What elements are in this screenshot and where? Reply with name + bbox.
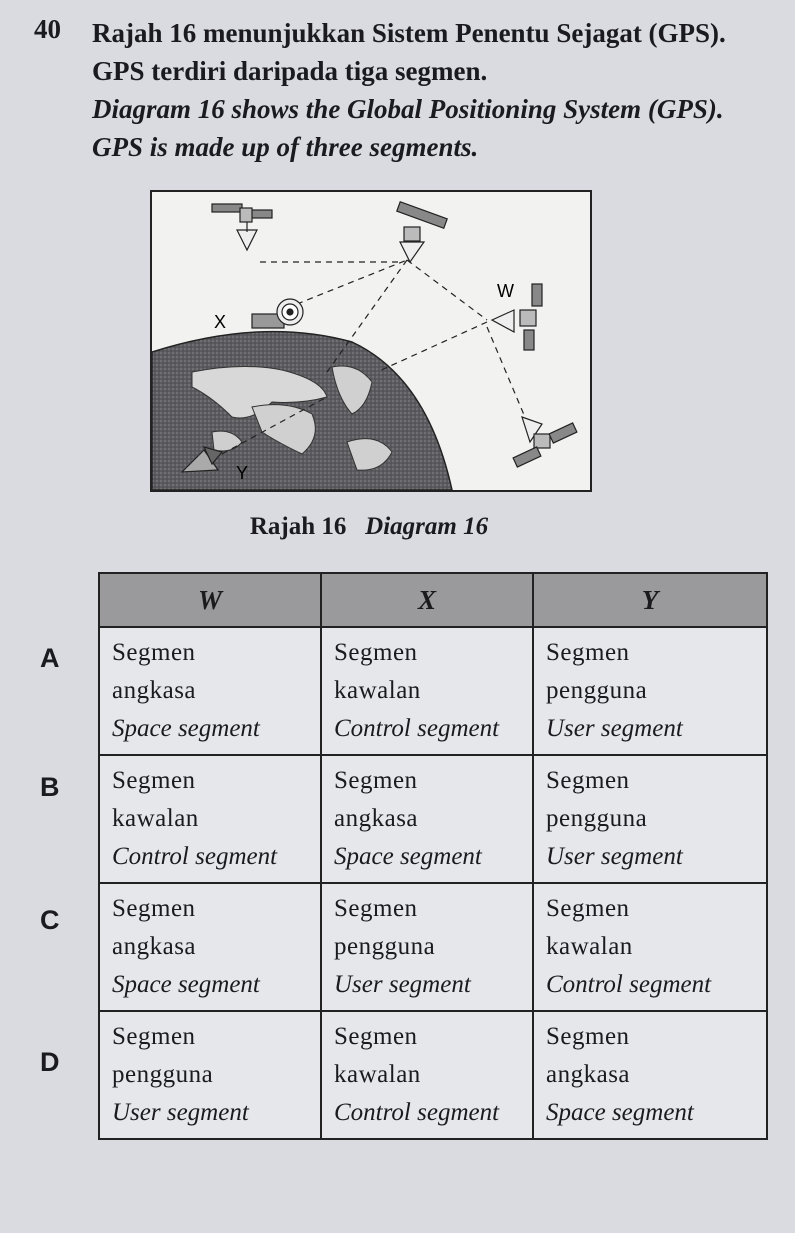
cell-line: kawalan [334,677,421,704]
table-cell [533,883,767,1011]
cell-line: Segmen [546,639,630,666]
control-station-x-icon [252,299,303,328]
header-x: X [321,573,533,627]
cell-line: pengguna [334,933,436,960]
option-letter-a[interactable]: A [40,643,60,673]
cell-line: kawalan [112,805,199,832]
cell-line: User segment [112,1099,249,1126]
cell-line: kawalan [334,1061,421,1088]
question-text-malay: Rajah 16 menunjukkan Sistem Penentu Sejagat (GPS). GPS terdiri daripada tiga segmen. [92,18,726,86]
cell-line: Space segment [334,843,482,870]
table-cell [99,627,321,755]
table-cell [321,627,533,755]
caption-english: Diagram 16 [365,513,489,540]
table-cell [99,755,321,883]
question-number: 40 [34,14,61,44]
option-row-d[interactable] [99,1011,767,1139]
cell-line: angkasa [112,933,197,960]
question-text [92,14,772,166]
cell-line: Segmen [546,1023,630,1050]
cell-line: Space segment [112,715,260,742]
option-row-c[interactable] [99,883,767,1011]
cell-line: Segmen [334,895,418,922]
cell-line: Segmen [112,1023,196,1050]
cell-line: User segment [334,971,471,998]
table-cell [533,1011,767,1139]
table-cell [321,1011,533,1139]
cell-line: angkasa [112,677,197,704]
header-y: Y [533,573,767,627]
cell-line: User segment [546,715,683,742]
satellite-icon [513,417,577,467]
cell-line: angkasa [334,805,419,832]
header-w: W [99,573,321,627]
cell-line: Control segment [546,971,712,998]
option-letter-d[interactable]: D [40,1047,60,1077]
cell-line: kawalan [546,933,633,960]
cell-line: angkasa [546,1061,631,1088]
cell-line: Segmen [112,767,196,794]
label-x: X [214,312,227,332]
cell-line: Segmen [112,895,196,922]
gps-diagram-illustration [152,192,590,490]
cell-line: Control segment [334,715,500,742]
diagram-caption [150,513,588,541]
cell-line: Control segment [334,1099,500,1126]
cell-line: User segment [546,843,683,870]
label-y: Y [236,463,249,483]
table-cell [321,755,533,883]
options-table [98,572,768,1140]
cell-line: Segmen [546,895,630,922]
table-cell [533,627,767,755]
table-cell [321,883,533,1011]
option-row-a[interactable] [99,627,767,755]
option-letter-b[interactable]: B [40,772,60,802]
table-cell [99,883,321,1011]
option-letter-c[interactable]: C [40,905,60,935]
cell-line: Segmen [334,639,418,666]
question-text-english: Diagram 16 shows the Global Positioning System (GPS). GPS is made up of three segments. [92,94,724,162]
option-row-b[interactable] [99,755,767,883]
cell-line: pengguna [546,677,648,704]
caption-malay: Rajah 16 [249,513,347,540]
cell-line: Segmen [546,767,630,794]
cell-line: Segmen [112,639,196,666]
cell-line: Segmen [334,1023,418,1050]
cell-line: pengguna [112,1061,214,1088]
table-cell [533,755,767,883]
label-w: W [497,281,514,301]
cell-line: Space segment [546,1099,694,1126]
gps-diagram [150,190,592,492]
cell-line: Space segment [112,971,260,998]
cell-line: pengguna [546,805,648,832]
table-header-row [99,573,767,627]
satellite-icon [212,204,272,250]
cell-line: Control segment [112,843,278,870]
table-cell [99,1011,321,1139]
satellite-icon [397,202,447,262]
cell-line: Segmen [334,767,418,794]
